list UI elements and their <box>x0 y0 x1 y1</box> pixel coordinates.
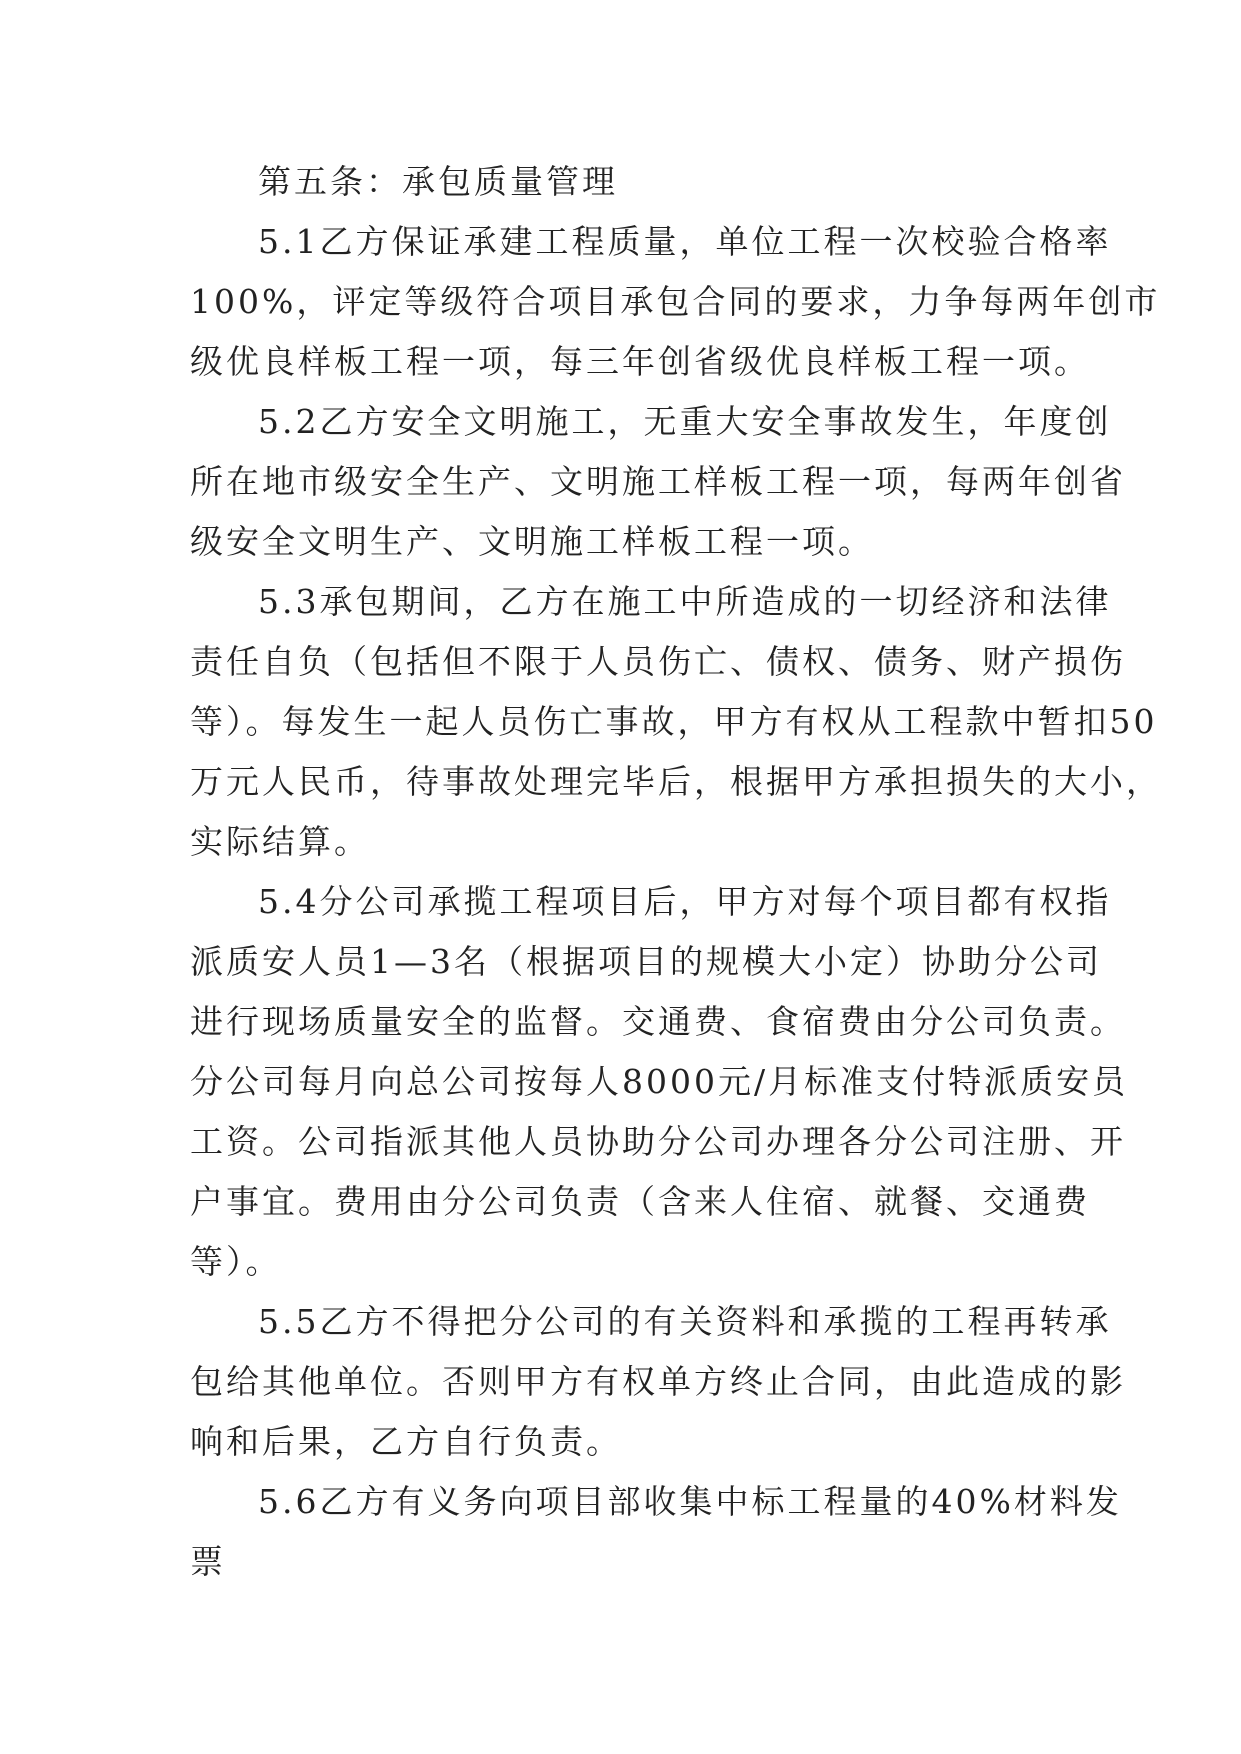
paragraph-line: 责任自负（包括但不限于人员伤亡、债权、债务、财产损伤 <box>190 642 1126 681</box>
paragraph-line: 万元人民币，待事故处理完毕后，根据甲方承担损失的大小， <box>190 762 1162 801</box>
paragraph-line: 级优良样板工程一项，每三年创省级优良样板工程一项。 <box>190 342 1090 381</box>
paragraph-line: 等）。 <box>190 1242 282 1281</box>
paragraph-line: 进行现场质量安全的监督。交通费、食宿费由分公司负责。 <box>190 1002 1126 1041</box>
paragraph-line: 5.5乙方不得把分公司的有关资料和承揽的工程再转承 <box>258 1302 1112 1341</box>
paragraph-line: 派质安人员1—3名（根据项目的规模大小定）协助分公司 <box>190 942 1102 981</box>
paragraph-line: 5.1乙方保证承建工程质量，单位工程一次校验合格率 <box>258 222 1112 261</box>
paragraph-line: 户事宜。费用由分公司负责（含来人住宿、就餐、交通费 <box>190 1182 1090 1221</box>
paragraph-line: 实际结算。 <box>190 822 370 861</box>
paragraph-line: 5.2乙方安全文明施工，无重大安全事故发生，年度创 <box>258 402 1112 441</box>
section-heading: 第五条：承包质量管理 <box>258 162 618 201</box>
paragraph-line: 响和后果，乙方自行负责。 <box>190 1422 622 1461</box>
paragraph-line: 5.6乙方有义务向项目部收集中标工程量的40%材料发 <box>258 1482 1122 1521</box>
paragraph-line: 分公司每月向总公司按每人8000元/月标准支付特派质安员 <box>190 1062 1129 1101</box>
paragraph-line: 包给其他单位。否则甲方有权单方终止合同，由此造成的影 <box>190 1362 1126 1401</box>
paragraph-line: 所在地市级安全生产、文明施工样板工程一项，每两年创省 <box>190 462 1126 501</box>
paragraph-line: 工资。公司指派其他人员协助分公司办理各分公司注册、开 <box>190 1122 1126 1161</box>
paragraph-line: 级安全文明生产、文明施工样板工程一项。 <box>190 522 874 561</box>
paragraph-line: 票 <box>190 1542 226 1581</box>
paragraph-line: 5.3承包期间，乙方在施工中所造成的一切经济和法律 <box>258 582 1112 621</box>
paragraph-line: 100%，评定等级符合项目承包合同的要求，力争每两年创市 <box>190 282 1161 321</box>
paragraph-line: 等）。每发生一起人员伤亡事故，甲方有权从工程款中暂扣50 <box>190 702 1158 741</box>
paragraph-line: 5.4分公司承揽工程项目后，甲方对每个项目都有权指 <box>258 882 1112 921</box>
